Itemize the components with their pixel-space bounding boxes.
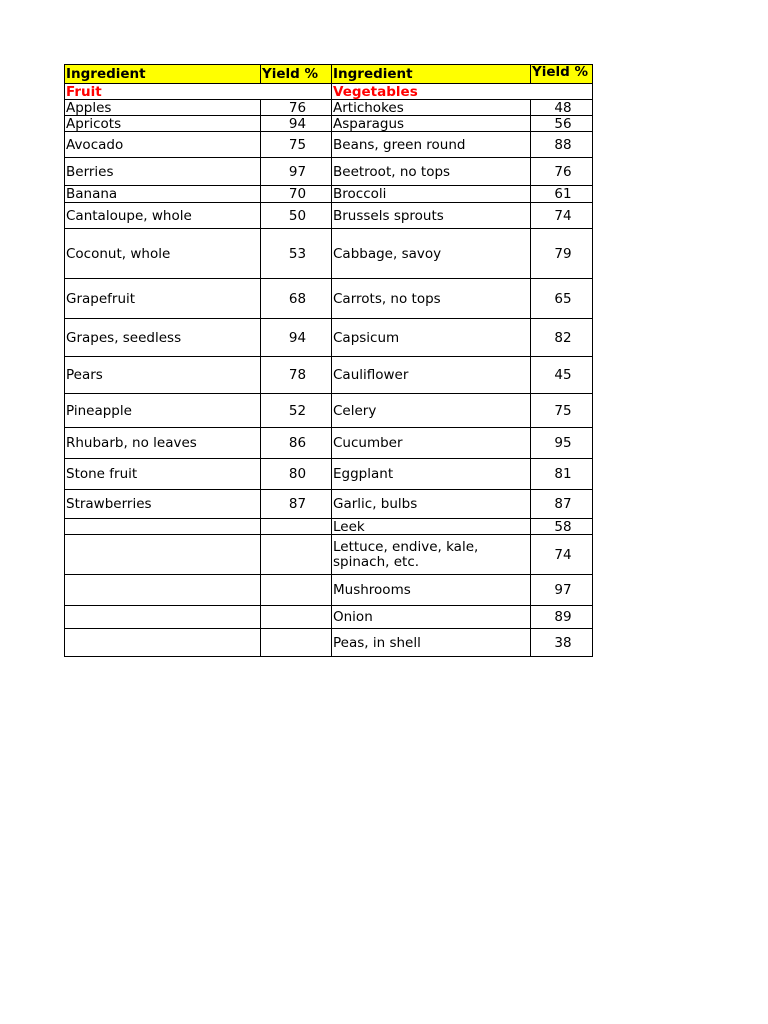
veg-name: Carrots, no tops — [332, 279, 531, 319]
fruit-yield: 68 — [261, 279, 332, 319]
veg-yield: 56 — [531, 116, 593, 132]
header-yield-veg: Yield % — [531, 65, 593, 84]
table-row — [65, 319, 593, 357]
fruit-name: Coconut, whole — [65, 229, 261, 279]
veg-name: Capsicum — [332, 319, 531, 357]
yield-table — [64, 64, 593, 657]
veg-name: Onion — [332, 606, 531, 629]
fruit-yield: 87 — [261, 490, 332, 519]
fruit-yield — [261, 535, 332, 575]
table-row — [65, 279, 593, 319]
fruit-name: Apples — [65, 100, 261, 116]
veg-name: Cauliflower — [332, 357, 531, 394]
veg-yield: 89 — [531, 606, 593, 629]
veg-name: Garlic, bulbs — [332, 490, 531, 519]
veg-name: Asparagus — [332, 116, 531, 132]
veg-name: Broccoli — [332, 186, 531, 203]
veg-yield: 97 — [531, 575, 593, 606]
veg-name: Beans, green round — [332, 132, 531, 158]
fruit-yield: 52 — [261, 394, 332, 428]
fruit-yield: 86 — [261, 428, 332, 459]
table-row — [65, 535, 593, 575]
veg-yield: 88 — [531, 132, 593, 158]
veg-name: Artichokes — [332, 100, 531, 116]
veg-yield: 74 — [531, 203, 593, 229]
fruit-yield: 94 — [261, 319, 332, 357]
fruit-name: Grapes, seedless — [65, 319, 261, 357]
table-row — [65, 519, 593, 535]
veg-name: Mushrooms — [332, 575, 531, 606]
table-row — [65, 203, 593, 229]
fruit-yield: 70 — [261, 186, 332, 203]
fruit-name: Pineapple — [65, 394, 261, 428]
table-row — [65, 116, 593, 132]
fruit-name — [65, 535, 261, 575]
fruit-yield: 78 — [261, 357, 332, 394]
table-row — [65, 357, 593, 394]
header-ingredient-fruit: Ingredient — [65, 65, 261, 84]
header-ingredient-veg: Ingredient — [332, 65, 531, 84]
fruit-name: Banana — [65, 186, 261, 203]
veg-yield: 61 — [531, 186, 593, 203]
fruit-name: Grapefruit — [65, 279, 261, 319]
fruit-yield: 53 — [261, 229, 332, 279]
veg-yield: 45 — [531, 357, 593, 394]
veg-name: Cucumber — [332, 428, 531, 459]
veg-yield: 76 — [531, 158, 593, 186]
section-vegetables: Vegetables — [332, 84, 531, 100]
fruit-name: Apricots — [65, 116, 261, 132]
fruit-name — [65, 606, 261, 629]
veg-yield: 74 — [531, 535, 593, 575]
table-row — [65, 490, 593, 519]
table-row — [65, 229, 593, 279]
fruit-yield — [261, 575, 332, 606]
veg-yield: 48 — [531, 100, 593, 116]
table-row — [65, 575, 593, 606]
veg-yield: 81 — [531, 459, 593, 490]
veg-name: Brussels sprouts — [332, 203, 531, 229]
veg-name: Cabbage, savoy — [332, 229, 531, 279]
fruit-yield — [261, 629, 332, 657]
fruit-name — [65, 519, 261, 535]
fruit-yield — [261, 519, 332, 535]
fruit-yield: 97 — [261, 158, 332, 186]
veg-name: Celery — [332, 394, 531, 428]
veg-name: Beetroot, no tops — [332, 158, 531, 186]
table-row — [65, 459, 593, 490]
veg-name: Peas, in shell — [332, 629, 531, 657]
fruit-name: Rhubarb, no leaves — [65, 428, 261, 459]
header-row — [65, 65, 593, 84]
fruit-name: Pears — [65, 357, 261, 394]
veg-yield: 38 — [531, 629, 593, 657]
veg-yield: 82 — [531, 319, 593, 357]
table-row — [65, 186, 593, 203]
veg-name: Eggplant — [332, 459, 531, 490]
fruit-name — [65, 629, 261, 657]
veg-name: Leek — [332, 519, 531, 535]
table-row — [65, 606, 593, 629]
table-row — [65, 629, 593, 657]
fruit-name: Berries — [65, 158, 261, 186]
fruit-name: Avocado — [65, 132, 261, 158]
veg-yield: 58 — [531, 519, 593, 535]
table-row — [65, 428, 593, 459]
section-row — [65, 84, 593, 100]
table-row — [65, 132, 593, 158]
header-yield-fruit: Yield % — [261, 65, 332, 84]
table-row — [65, 100, 593, 116]
fruit-name: Stone fruit — [65, 459, 261, 490]
fruit-name: Cantaloupe, whole — [65, 203, 261, 229]
veg-yield: 75 — [531, 394, 593, 428]
fruit-yield — [261, 606, 332, 629]
veg-yield: 65 — [531, 279, 593, 319]
veg-name: Lettuce, endive, kale, spinach, etc. — [332, 535, 531, 575]
fruit-yield: 50 — [261, 203, 332, 229]
fruit-name — [65, 575, 261, 606]
table-row — [65, 158, 593, 186]
fruit-yield: 80 — [261, 459, 332, 490]
section-spacer — [261, 84, 332, 100]
fruit-yield: 75 — [261, 132, 332, 158]
veg-yield: 79 — [531, 229, 593, 279]
table-row — [65, 394, 593, 428]
fruit-yield: 76 — [261, 100, 332, 116]
fruit-yield: 94 — [261, 116, 332, 132]
section-spacer — [531, 84, 593, 100]
veg-yield: 87 — [531, 490, 593, 519]
fruit-name: Strawberries — [65, 490, 261, 519]
veg-yield: 95 — [531, 428, 593, 459]
section-fruit: Fruit — [65, 84, 261, 100]
